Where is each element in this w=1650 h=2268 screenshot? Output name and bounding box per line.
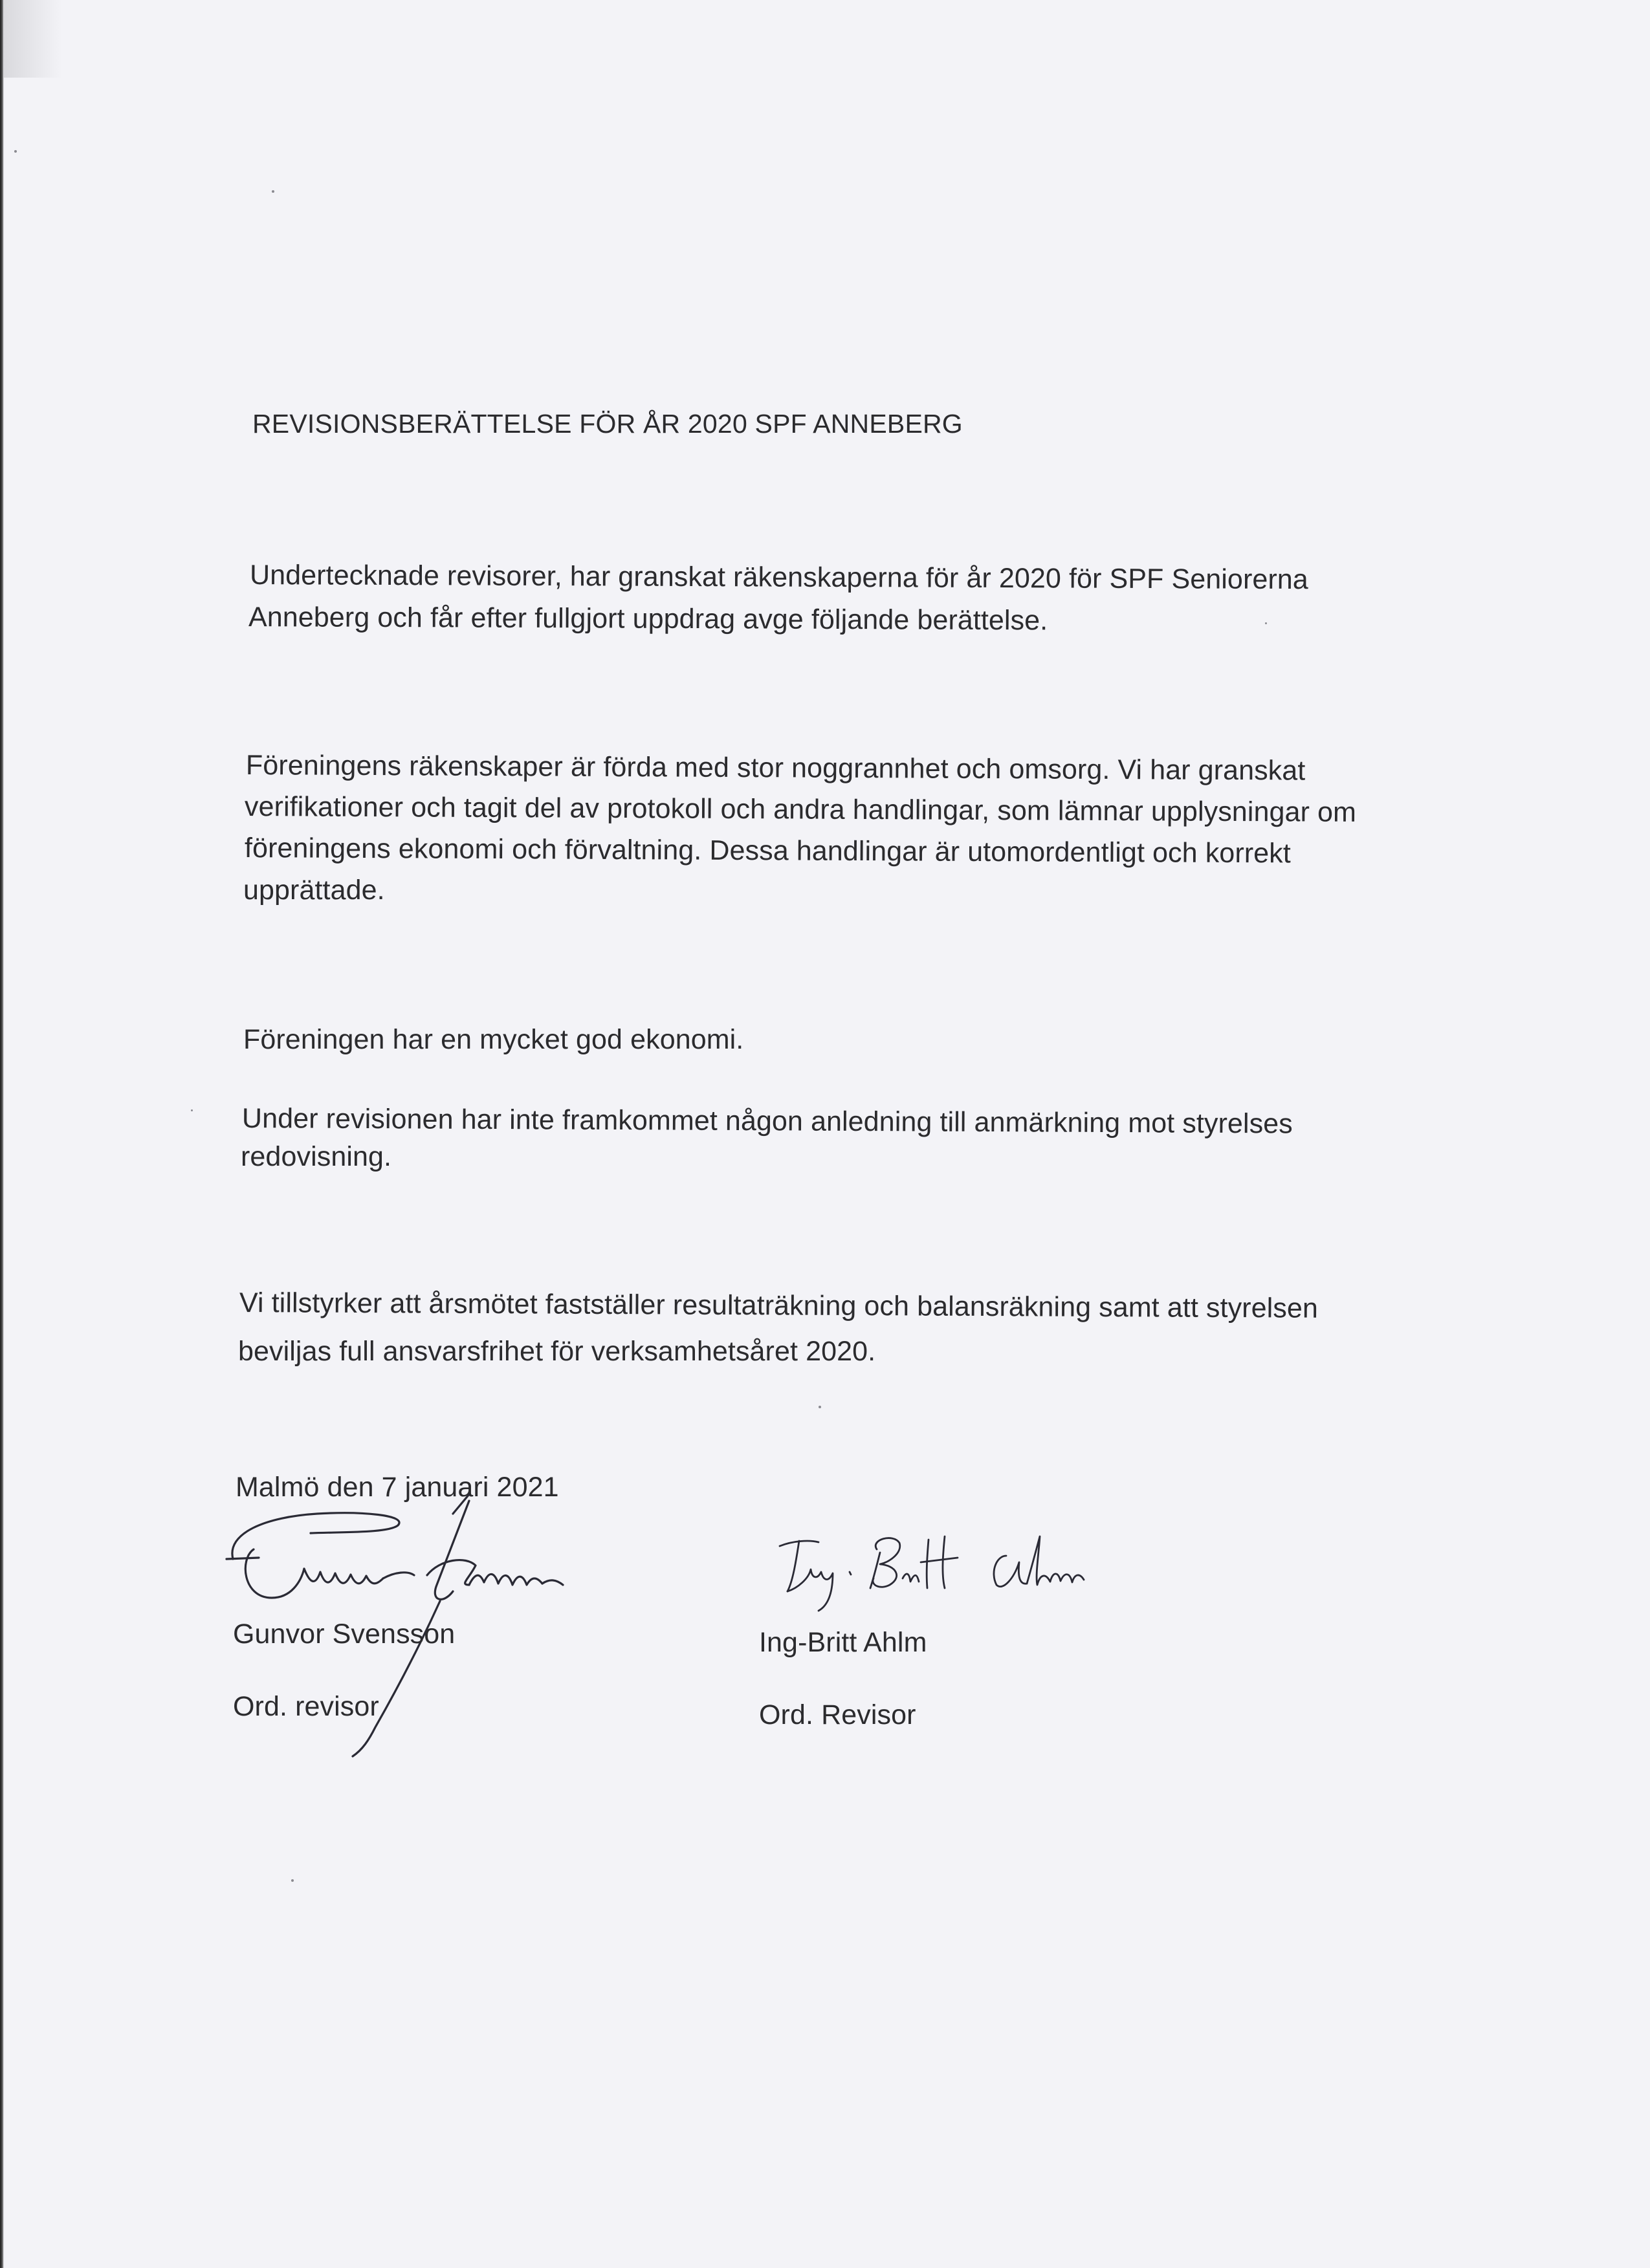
scan-speck xyxy=(191,1109,193,1111)
scan-speck xyxy=(1265,622,1267,624)
scan-speck xyxy=(291,1879,294,1882)
place-and-date: Malmö den 7 januari 2021 xyxy=(236,1472,559,1503)
paragraph-2-line-4: upprättade. xyxy=(243,875,385,906)
paragraph-2-line-3: föreningens ekonomi och förvaltning. Dessa handlingar är utomordentligt och korrekt xyxy=(244,833,1292,869)
paragraph-4-line-2: redovisning. xyxy=(241,1141,392,1172)
paragraph-1-line-2: Anneberg och får efter fullgjort uppdrag avge följande berättelse. xyxy=(248,602,1048,637)
document-title: REVISIONSBERÄTTELSE FÖR ÅR 2020 SPF ANNEBERG xyxy=(252,409,963,439)
scan-speck xyxy=(14,150,17,153)
scan-speck xyxy=(272,190,274,193)
signatory-2-role: Ord. Revisor xyxy=(759,1699,916,1730)
scan-speck xyxy=(819,1406,821,1408)
signatory-1-name: Gunvor Svensson xyxy=(233,1619,456,1650)
paragraph-5-line-1: Vi tillstyrker att årsmötet fastställer resultaträkning och balansräkning samt att styrelsen xyxy=(239,1287,1319,1324)
paragraph-2-line-2: verifikationer och tagit del av protokoll och andra handlingar, som lämnar upplysningar om xyxy=(244,791,1357,828)
signatory-1-role: Ord. revisor xyxy=(233,1691,379,1722)
paragraph-5-line-2: beviljas full ansvarsfrihet för verksamhetsåret 2020. xyxy=(238,1336,876,1367)
signature-ing-britt-ahlm xyxy=(773,1527,1123,1617)
signatory-2-name: Ing-Britt Ahlm xyxy=(759,1627,927,1658)
paragraph-3-line-1: Föreningen har en mycket god ekonomi. xyxy=(243,1024,744,1055)
paragraph-4-line-1: Under revisionen har inte framkommet någon anledning till anmärkning mot styrelses xyxy=(241,1103,1293,1140)
paragraph-2-line-1: Föreningens räkenskaper är förda med stor noggrannhet och omsorg. Vi har granskat xyxy=(245,750,1306,787)
paragraph-1-line-1: Undertecknade revisorer, har granskat räkenskaperna för år 2020 för SPF Seniorerna xyxy=(249,560,1308,596)
